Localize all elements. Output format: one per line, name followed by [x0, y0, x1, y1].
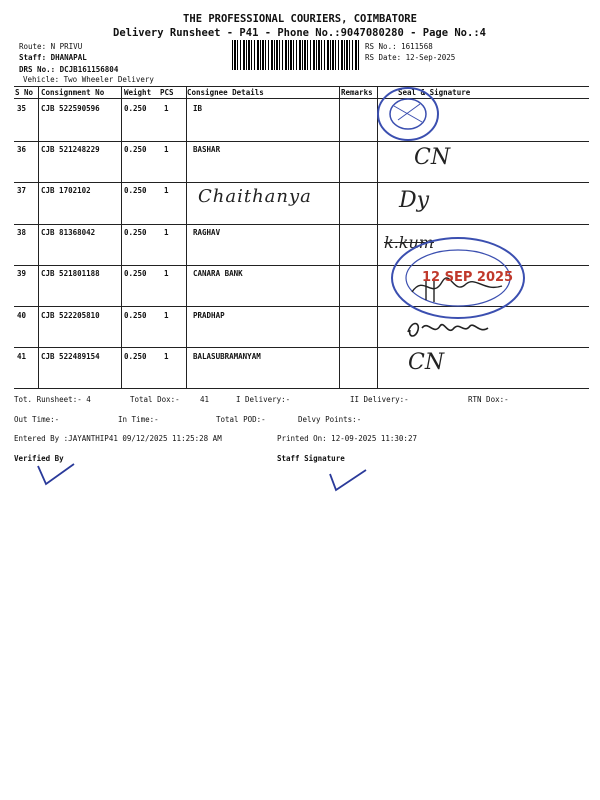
row-weight: 0.250: [124, 145, 147, 154]
staff-signature-tick: [326, 464, 376, 494]
total-dox-value: 41: [200, 395, 210, 404]
row-consignee: BASHAR: [193, 145, 221, 154]
delvy-points: Delvy Points:-: [298, 415, 362, 424]
signature-row41: CN: [408, 350, 445, 375]
row-weight: 0.250: [124, 269, 147, 278]
signature-row36: CN: [414, 145, 451, 170]
vehicle: Vehicle: Two Wheeler Delivery: [23, 75, 154, 84]
ii-delivery: II Delivery:-: [350, 395, 409, 404]
staff-signature-label: Staff Signature: [277, 454, 345, 463]
row-pcs: 1: [164, 145, 169, 154]
out-time: Out Time:-: [14, 415, 60, 424]
rs-date: RS Date: 12-Sep-2025: [365, 53, 456, 62]
total-dox-label: Total Dox:-: [130, 395, 180, 404]
in-time: In Time:-: [118, 415, 159, 424]
signature-row37: Dy: [399, 188, 430, 213]
row-consignee: BALASUBRAMANYAM: [193, 352, 261, 361]
verified-by: Verified By: [14, 454, 64, 463]
row-weight: 0.250: [124, 228, 147, 237]
route: Route: N PRIVU: [19, 42, 83, 51]
row-sno: 37: [17, 186, 27, 195]
col-pcs: PCS: [160, 88, 174, 97]
entered-by: Entered By :JAYANTHIP41 09/12/2025 11:25:28 AM: [14, 434, 222, 443]
signature-row40-scribble: [404, 316, 499, 342]
seal-stamp-blue: [370, 86, 450, 146]
row-consignee: CANARA BANK: [193, 269, 243, 278]
row-weight: 0.250: [124, 104, 147, 113]
verified-by-tick: [30, 458, 80, 488]
row-pcs: 1: [164, 269, 169, 278]
row-weight: 0.250: [124, 186, 147, 195]
row-pcs: 1: [164, 311, 169, 320]
drs-number: DRS No.: DCJB161156804: [19, 65, 119, 74]
signature-row38: k.kum: [384, 233, 434, 252]
row-sno: 41: [17, 352, 27, 361]
handwritten-consignee-chaithanya: Chaithanya: [198, 186, 312, 207]
row-pcs: 1: [164, 104, 169, 113]
i-delivery: I Delivery:-: [236, 395, 291, 404]
row-pcs: 1: [164, 352, 169, 361]
row-pcs: 1: [164, 228, 169, 237]
col-weight: Weight: [124, 88, 152, 97]
col-consignment: Consignment No: [41, 88, 105, 97]
barcode: [232, 40, 360, 70]
col-seal-signature: Seal & Signature: [398, 88, 471, 97]
row-consignment: CJB 522205810: [41, 311, 100, 320]
row-sno: 35: [17, 104, 27, 113]
staff: Staff: DHANAPAL: [19, 53, 87, 62]
row-consignment: CJB 521801188: [41, 269, 100, 278]
row-sno: 36: [17, 145, 27, 154]
tot-runsheet: Tot. Runsheet:- 4: [14, 395, 91, 404]
company-title: THE PROFESSIONAL COURIERS, COIMBATORE: [183, 13, 417, 25]
row-pcs: 1: [164, 186, 169, 195]
row-weight: 0.250: [124, 352, 147, 361]
printed-on: Printed On: 12-09-2025 11:30:27: [277, 434, 417, 443]
col-remarks: Remarks: [341, 88, 373, 97]
total-pod: Total POD:-: [216, 415, 266, 424]
row-consignment: CJB 522489154: [41, 352, 100, 361]
row-consignee: PRADHAP: [193, 311, 225, 320]
row-sno: 39: [17, 269, 27, 278]
row-consignment: CJB 521248229: [41, 145, 100, 154]
runsheet-subtitle: Delivery Runsheet - P41 - Phone No.:9047080280 - Page No.:4: [113, 27, 486, 39]
rs-number: RS No.: 1611568: [365, 42, 433, 51]
row-consignment: CJB 81368042: [41, 228, 96, 237]
row-sno: 38: [17, 228, 27, 237]
col-sno: S No: [15, 88, 34, 97]
row-consignee: RAGHAV: [193, 228, 221, 237]
stamp-date: 12 SEP 2025: [422, 270, 514, 285]
row-weight: 0.250: [124, 311, 147, 320]
col-consignee: Consignee Details: [187, 88, 264, 97]
row-consignment: CJB 522590596: [41, 104, 100, 113]
rtn-dox: RTN Dox:-: [468, 395, 509, 404]
row-consignment: CJB 1702102: [41, 186, 91, 195]
row-sno: 40: [17, 311, 27, 320]
row-consignee: IB: [193, 104, 203, 113]
